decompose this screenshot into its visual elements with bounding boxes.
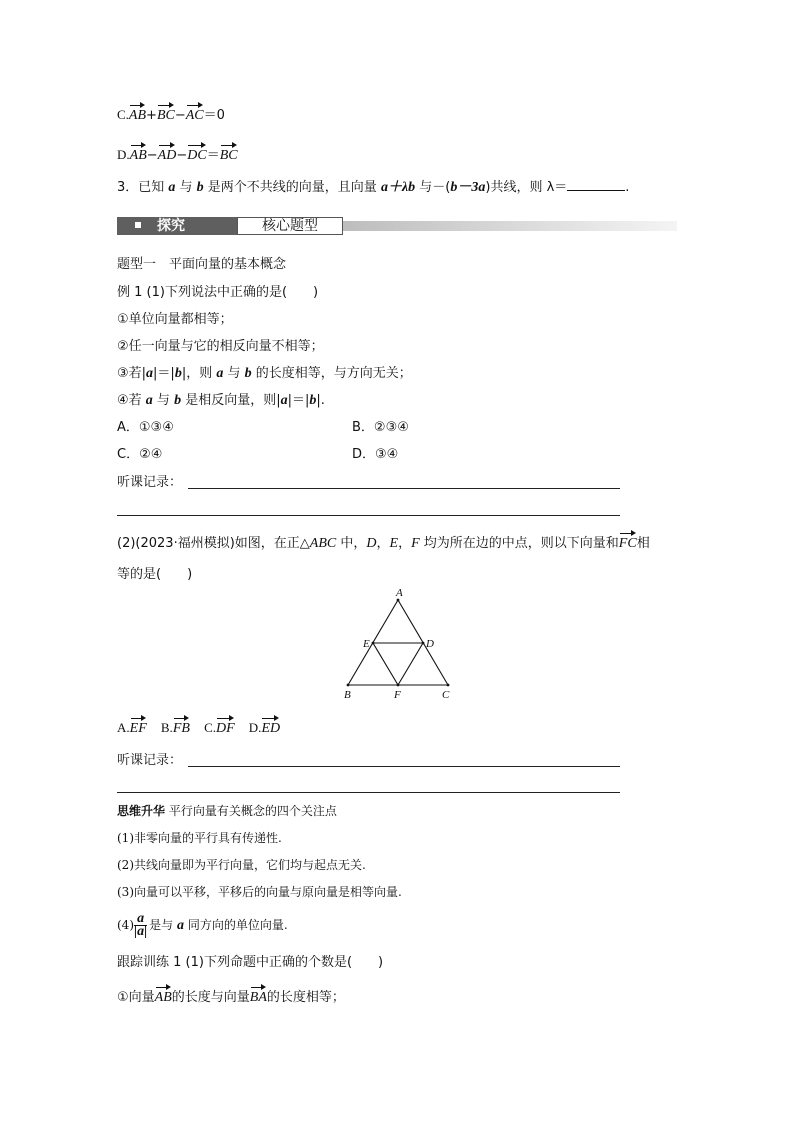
example-1-part-2-choices: A.EF B.FB C.DF D.ED [117, 717, 280, 738]
vector-ba: BA [250, 986, 267, 1007]
record-line [188, 766, 620, 767]
tracking-practice-title: 跟踪训练 1 (1)下列命题中正确的个数是( ) [117, 955, 384, 970]
label-b: B [344, 689, 351, 701]
option-c: C.AB+BC−AC＝0 [117, 104, 225, 125]
choice-d: D．③④ [352, 447, 399, 462]
example-1-title: 例 1 (1)下列说法中正确的是( ) [117, 285, 319, 300]
question-3: 3．已知 a 与 b 是两个不共线的向量，且向量 a＋λb 与－(b－3a)共线，则 λ＝ . [117, 180, 630, 195]
vector-ef: EF [130, 717, 147, 738]
vector-df: DF [216, 717, 235, 738]
vector-ab: AB [129, 104, 146, 125]
thinking-summary-heading: 思维升华 平行向量有关概念的四个关注点 [117, 804, 337, 818]
unit-vector-fraction: $\frac{a}{|a|}$ [134, 911, 148, 939]
topic-heading: 题型一 平面向量的基本概念 [117, 257, 287, 272]
segment-ef [373, 643, 398, 685]
vector-fc: FC [619, 532, 637, 553]
label-d: D [426, 638, 434, 650]
option-d: D.AB−AD−DC＝BC [117, 144, 238, 165]
section-header [117, 217, 677, 237]
point-d [422, 642, 425, 645]
listening-record-label: 听课记录： [117, 475, 183, 490]
vector-bc: BC [157, 104, 175, 125]
section-tab-core: 核心题型 [237, 217, 343, 235]
vector-dc: DC [187, 144, 206, 165]
record-line [117, 515, 620, 516]
thinking-point-3: (3)向量可以平移，平移后的向量与原向量是相等向量. [117, 885, 402, 899]
vector-fb: FB [173, 717, 190, 738]
point-e [372, 642, 375, 645]
point-f [397, 684, 400, 687]
vector-ad: AD [158, 144, 177, 165]
segment-df [398, 643, 423, 685]
record-line [117, 792, 620, 793]
statement-4: ④若 a 与 b 是相反向量，则|a|＝|b|. [117, 393, 325, 408]
record-line [188, 488, 620, 489]
choice-c: C．②④ [117, 447, 163, 462]
thinking-point-2: (2)共线向量即为平行向量，它们均与起点无关. [117, 858, 366, 872]
point-c [447, 684, 450, 687]
answer-blank [567, 178, 625, 191]
statement-2: ②任一向量与它的相反向量不相等； [117, 339, 324, 354]
vector-bc: BC [220, 144, 238, 165]
statement-3: ③若|a|＝|b|，则 a 与 b 的长度相等，与方向无关； [117, 366, 412, 381]
example-1-part-2-line2: 等的是( ) [117, 567, 193, 582]
label-c: C [442, 689, 450, 701]
vector-ab: AB [155, 986, 172, 1007]
vector-ab: AB [130, 144, 147, 165]
bullet-icon [135, 222, 141, 228]
statement-1: ①单位向量都相等； [117, 312, 233, 327]
label-e: E [363, 638, 370, 650]
thinking-point-1: (1)非零向量的平行具有传递性. [117, 831, 282, 845]
point-b [347, 684, 350, 687]
tracking-statement-1: ①向量AB的长度与向量BA的长度相等； [117, 986, 345, 1007]
choice-a: A．①③④ [117, 420, 174, 435]
vector-ac: AC [186, 104, 204, 125]
section-header-fade [343, 221, 677, 231]
section-tab-explore: 探究 [117, 217, 237, 235]
triangle-figure [330, 586, 460, 706]
label-f: F [394, 689, 401, 701]
listening-record-label: 听课记录： [117, 753, 183, 768]
point-a [397, 599, 400, 602]
choice-b: B．②③④ [352, 420, 409, 435]
vector-ed: ED [261, 717, 280, 738]
example-1-part-2: (2)(2023·福州模拟)如图，在正△ABC 中，D，E，F 均为所在边的中点，则以下向量和FC相 [117, 532, 650, 553]
thinking-point-4: (4) $\frac{a}{|a|}$ 是与 a 同方向的单位向量. [117, 911, 288, 939]
label-a: A [396, 587, 403, 599]
